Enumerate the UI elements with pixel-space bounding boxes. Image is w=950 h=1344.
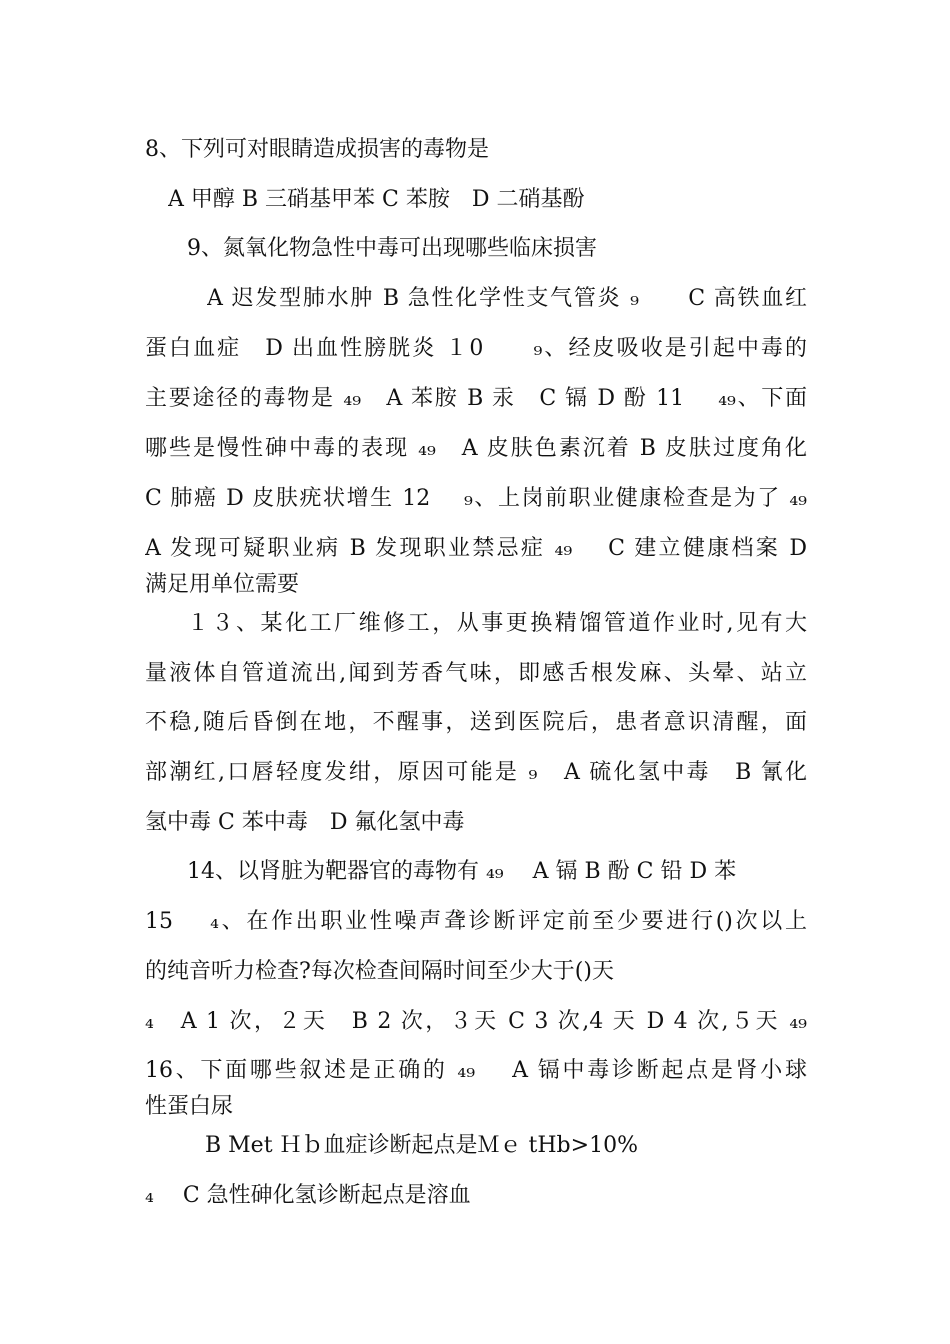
question-9: 9、氮氧化物急性中毒可出现哪些临床损害 <box>187 236 597 261</box>
question-9-options-line1: A 迟发型肺水肿 B 急性化学性支气管炎 ₉ C 高铁血红 <box>207 286 807 311</box>
question-11-line1: 主要途径的毒物是 ₄₉ A 苯胺 B 汞 C 镉 D 酚 11 ₄₉、下面 <box>145 386 807 411</box>
question-15-line1: 15 ₄、在作出职业性噪声聋诊断评定前至少要进行()次以上 <box>145 909 807 934</box>
question-14: 14、以肾脏为靶器官的毒物有 ₄₉ A 镉 B 酚 C 铅 D 苯 <box>187 859 737 884</box>
question-11-line2: 哪些是慢性砷中毒的表现 ₄₉ A 皮肤色素沉着 B 皮肤过度角化 <box>145 436 807 461</box>
question-10-line1: 蛋白血症 D 出血性膀胱炎 １0 ₉、经皮吸收是引起中毒的 <box>145 336 807 361</box>
question-16-line2: 性蛋白尿 <box>145 1094 234 1119</box>
question-13-line4: 部潮红,口唇轻度发绀，原因可能是 ₉ A 硫化氢中毒 B 氰化 <box>145 760 807 785</box>
question-13-line5: 氢中毒 C 苯中毒 D 氟化氢中毒 <box>145 810 465 835</box>
question-12-line1: C 肺癌 D 皮肤疣状增生 12 ₉、上岗前职业健康检查是为了 ₄₉ <box>145 486 807 511</box>
question-15-line2: 的纯音听力检查?每次检查间隔时间至少大于()天 <box>145 959 614 984</box>
question-8-options: A 甲醇 B 三硝基甲苯 C 苯胺 D 二硝基酚 <box>168 187 585 212</box>
question-12-options: A 发现可疑职业病 B 发现职业禁忌症 ₄₉ C 建立健康档案 D <box>145 536 807 561</box>
question-15-options: ₄ A 1 次，２天 B 2 次，３天 C 3 次,4 天 D 4 次,５天 ₄₉ <box>145 1009 807 1034</box>
question-13-line2: 量液体自管道流出,闻到芳香气味，即感舌根发麻、头晕、站立 <box>145 661 807 686</box>
question-16-option-b: B Met Ｈｂ血症诊断起点是Ｍｅ tHb>10% <box>205 1133 638 1158</box>
question-8: 8、下列可对眼睛造成损害的毒物是 <box>145 137 489 162</box>
question-16-line1: 16、下面哪些叙述是正确的 ₄₉ A 镉中毒诊断起点是肾小球 <box>145 1058 807 1083</box>
question-12-option-d-cont: 满足用单位需要 <box>145 572 300 597</box>
question-13-line3: 不稳,随后昏倒在地，不醒事，送到医院后，患者意识清醒，面 <box>145 710 807 735</box>
question-13-line1: １３、某化工厂维修工，从事更换精馏管道作业时,见有大 <box>187 611 807 636</box>
question-16-option-c: ₄ C 急性砷化氢诊断起点是溶血 <box>145 1183 471 1208</box>
